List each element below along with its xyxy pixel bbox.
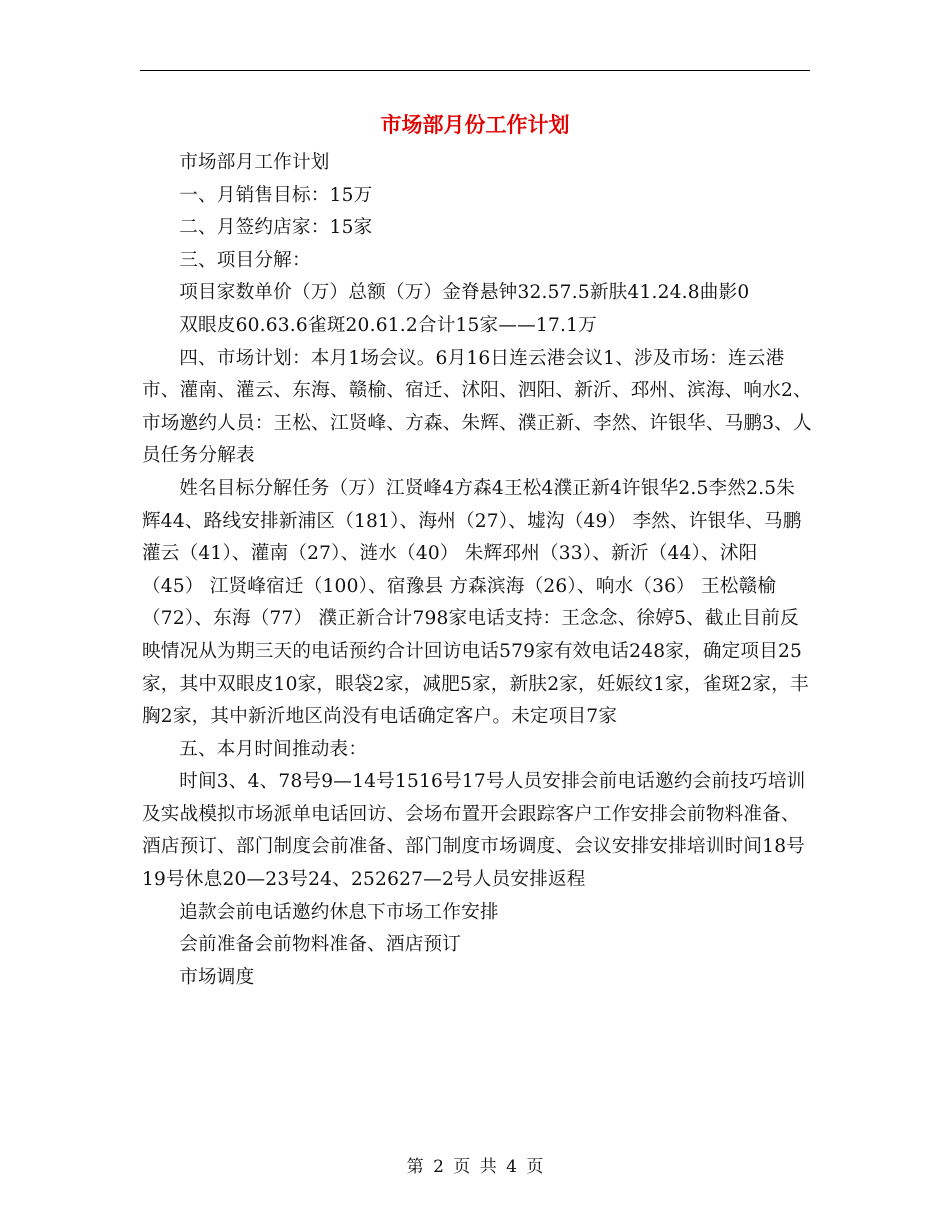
paragraph-preparation: 会前准备会前物料准备、酒店预订: [179, 934, 462, 956]
document-body: [142, 147, 812, 994]
page-number: 第 2 页 共 4 页: [406, 1157, 544, 1177]
paragraph-heading: 市场部月工作计划: [179, 152, 330, 173]
paragraph-project-total: 双眼皮60.63.6雀斑20.61.2合计15家——17.1万: [179, 314, 597, 336]
paragraph-project-breakdown: 项目家数单价（万）总额（万）金脊悬钟32.57.5新肤41.24.8曲影0: [179, 282, 750, 304]
paragraph-project-breakdown-heading: 三、项目分解：: [179, 249, 311, 271]
paragraph-followup: 追款会前电话邀约休息下市场工作安排: [179, 901, 499, 923]
paragraph-task-breakdown: 姓名目标分解任务（万）江贤峰4方森4王松4濮正新4许银华2.5李然2.5朱辉44、路线安排新浦区（181）、海州（27）、墟沟（49） 李然、许银华、马鹏灌云（41）、灌南（27）、涟水（40） 朱辉邳州（33）、新沂（44）、沭阳（45） 江贤峰宿迁（100）、宿豫县 方森滨海（26）、响水（36） 王松赣榆（72）、东海（77） 濮正新合计798家电话支持：王念念、徐婷5、截止目前反映情况从为期三天的电话预约合计回访电话579家有效电话248家，确定项目25家，其中双眼皮10家，眼袋2家，减肥5家，新肤2家，妊娠纹1家，雀斑2家，丰胸2家，其中新沂地区尚没有电话确定客户。未定项目7家: [142, 477, 809, 728]
header-rule: [140, 70, 810, 71]
paragraph-sales-target: 一、月销售目标：15万: [179, 184, 373, 206]
paragraph-dispatch: 市场调度: [179, 966, 255, 988]
paragraph-market-plan: 四、市场计划：本月1场会议。6月16日连云港会议1、涉及市场：连云港市、灌南、灌云、东海、赣榆、宿迁、沭阳、泗阳、新沂、邳州、滨海、响水2、市场邀约人员：王松、江贤峰、方森、朱辉、濮正新、李然、许银华、马鹏3、人员任务分解表: [142, 347, 812, 467]
paragraph-schedule-heading: 五、本月时间推动表：: [179, 738, 368, 760]
document-title: 市场部月份工作计划: [380, 112, 570, 137]
paragraph-schedule: 时间3、4、78号9—14号1516号17号人员安排会前电话邀约会前技巧培训及实战模拟市场派单电话回访、会场布置开会跟踪客户工作安排会前物料准备、酒店预订、部门制度会前准备、部门制度市场调度、会议安排安排培训时间18号19号休息20—23号24、252627—2号人员安排返程: [142, 771, 806, 891]
paragraph-store-target: 二、月签约店家：15家: [179, 217, 373, 239]
